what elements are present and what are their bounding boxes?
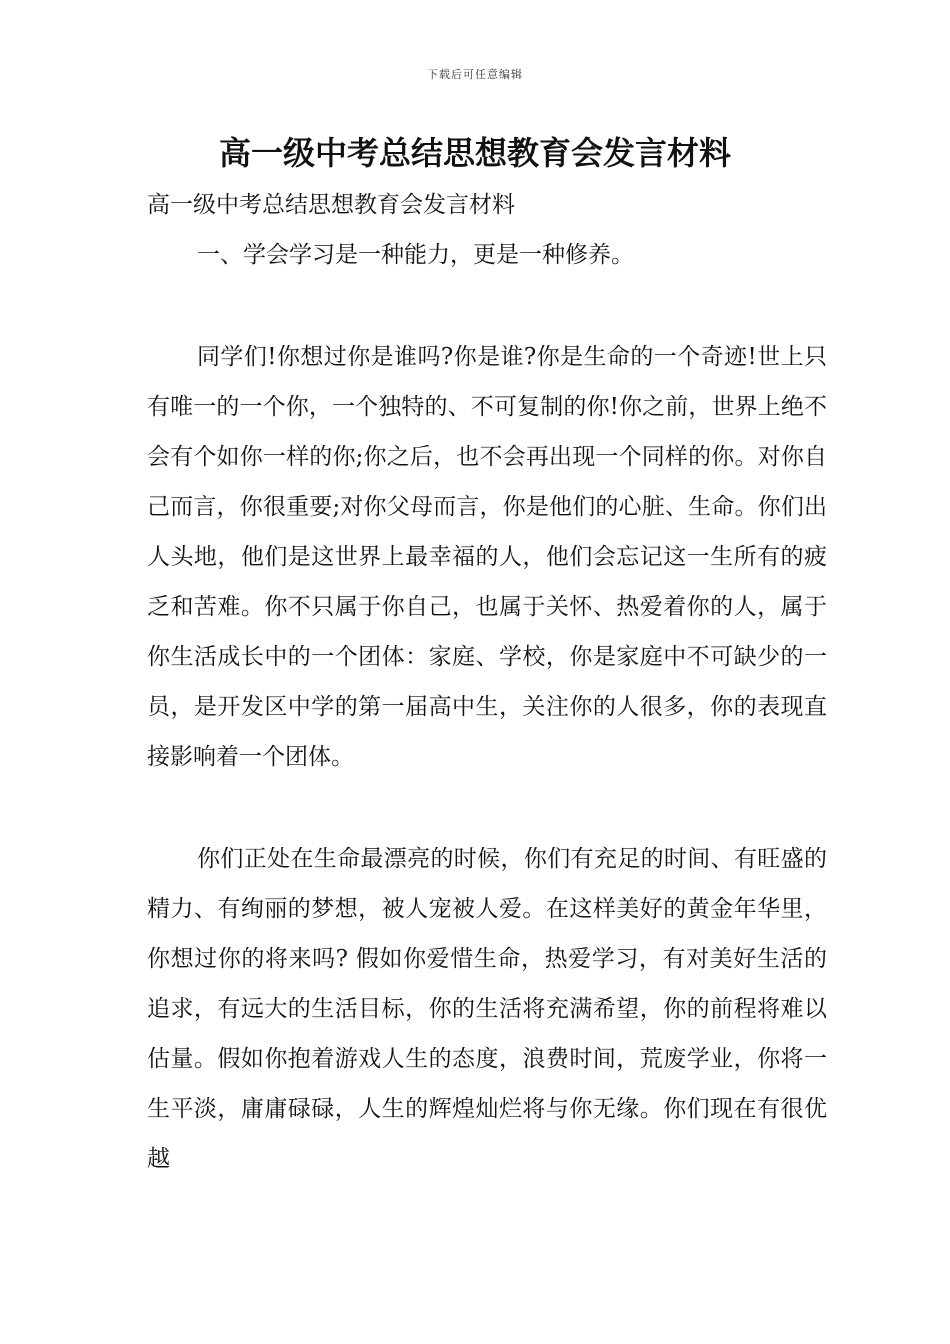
section-heading: 一、学会学习是一种能力，更是一种修养。 xyxy=(197,242,634,268)
download-note: 下载后可任意编辑 xyxy=(427,68,523,81)
document-title: 高一级中考总结思想教育会发言材料 xyxy=(218,134,731,172)
body-paragraph: 同学们!你想过你是谁吗?你是谁?你是生命的一个奇迹!世上只有唯一的一个你，一个独特的、不可复制的你!你之前，世界上绝不会有个如你一样的你;你之后，也不会再出现一个同样的你。对你自己而言，你很重要;对你父母而言，你是他们的心脏、生命。你们出人头地，他们是这世界上最幸福的人，他们会忘记这一生所有的疲乏和苦难。你不只属于你自己，也属于关怀、热爱着你的人，属于你生活成长中的一个团体：家庭、学校，你是家庭中不可缺少的一员，是开发区中学的第一届高中生，关注你的人很多，你的表现直接影响着一个团体。 xyxy=(147,344,827,770)
document-subtitle: 高一级中考总结思想教育会发言材料 xyxy=(147,192,515,218)
body-paragraph: 你们正处在生命最漂亮的时候，你们有充足的时间、有旺盛的精力、有绚丽的梦想，被人宠被人爱。在这样美好的黄金年华里，你想过你的将来吗? 假如你爱惜生命，热爱学习，有对美好生活的追求，有远大的生活目标，你的生活将充满希望，你的前程将难以估量。假如你抱着游戏人生的态度，浪费时间，荒废学业，你将一生平淡，庸庸碌碌，人生的辉煌灿烂将与你无缘。你们现在有很优越 xyxy=(147,846,827,1172)
document-body xyxy=(147,180,827,1184)
